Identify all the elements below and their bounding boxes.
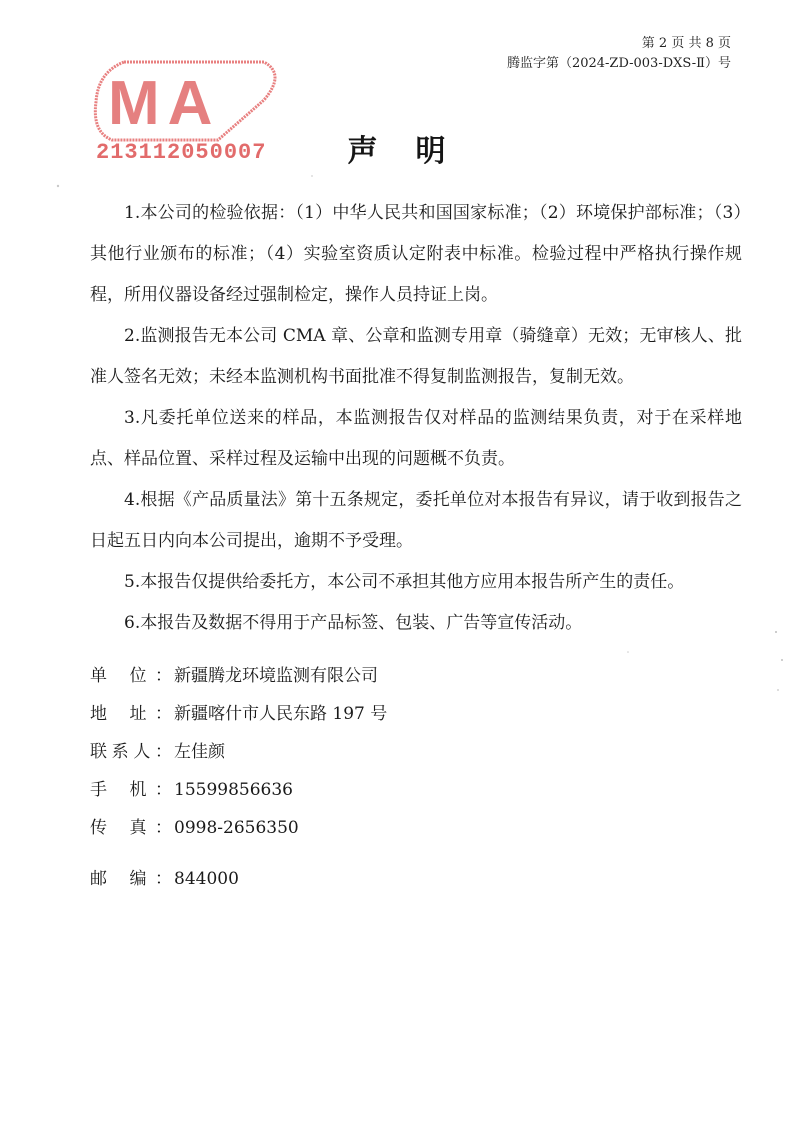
cma-stamp-letters: MA (108, 69, 221, 138)
contact-row-unit (90, 657, 387, 695)
postcode-value: 844000 (174, 869, 239, 889)
statement-item-4: 4.根据《产品质量法》第十五条规定，委托单位对本报告有异议，请于收到报告之日起五日内向本公司提出，逾期不予受理。 (90, 490, 742, 551)
page-indicator: 第 2 页 共 8 页 (641, 36, 731, 51)
contact-person-label: 联系人： (90, 742, 172, 762)
statement-item-2: 2.监测报告无本公司 CMA 章、公章和监测专用章（骑缝章）无效；无审核人、批准人签名无效；未经本监测机构书面批准不得复制监测报告，复制无效。 (90, 326, 742, 387)
postcode-label: 邮 编： (90, 869, 172, 889)
fax-label: 传 真： (90, 818, 172, 838)
contact-info (90, 657, 387, 898)
unit-label: 单 位： (90, 666, 172, 686)
page-title: 声明 (347, 134, 484, 169)
address-value: 新疆喀什市人民东路 197 号 (174, 704, 388, 724)
statement-item-6: 6.本报告及数据不得用于产品标签、包装、广告等宣传活动。 (124, 613, 583, 633)
contact-row-address (90, 695, 387, 733)
statement-item-3: 3.凡委托单位送来的样品，本监测报告仅对样品的监测结果负责，对于在采样地点、样品位置、采样过程及运输中出现的问题概不负责。 (90, 408, 742, 469)
contact-row-mobile (90, 771, 387, 809)
contact-row-fax (90, 809, 387, 847)
fax-value: 0998-2656350 (174, 818, 299, 838)
address-label: 地 址： (90, 704, 172, 724)
mobile-label: 手 机： (90, 780, 172, 800)
page-header (507, 34, 731, 74)
contact-row-person (90, 733, 387, 771)
statement-list (90, 193, 742, 644)
contact-row-postcode (90, 860, 387, 898)
report-number: 腾监字第（2024-ZD-003-DXS-Ⅱ）号 (506, 56, 731, 71)
cma-stamp-number: 213112050007 (96, 140, 267, 164)
mobile-value: 15599856636 (174, 780, 293, 800)
statement-item-5: 5.本报告仅提供给委托方，本公司不承担其他方应用本报告所产生的责任。 (124, 572, 685, 592)
unit-value: 新疆腾龙环境监测有限公司 (174, 666, 378, 686)
statement-item-1: 1.本公司的检验依据：（1）中华人民共和国国家标准；（2）环境保护部标准；（3）其他行业颁布的标准；（4）实验室资质认定附表中标准。检验过程中严格执行操作规程，所用仪器设备经过强制检定，操作人员持证上岗。 (90, 203, 742, 305)
contact-person-value: 左佳颜 (174, 742, 225, 762)
